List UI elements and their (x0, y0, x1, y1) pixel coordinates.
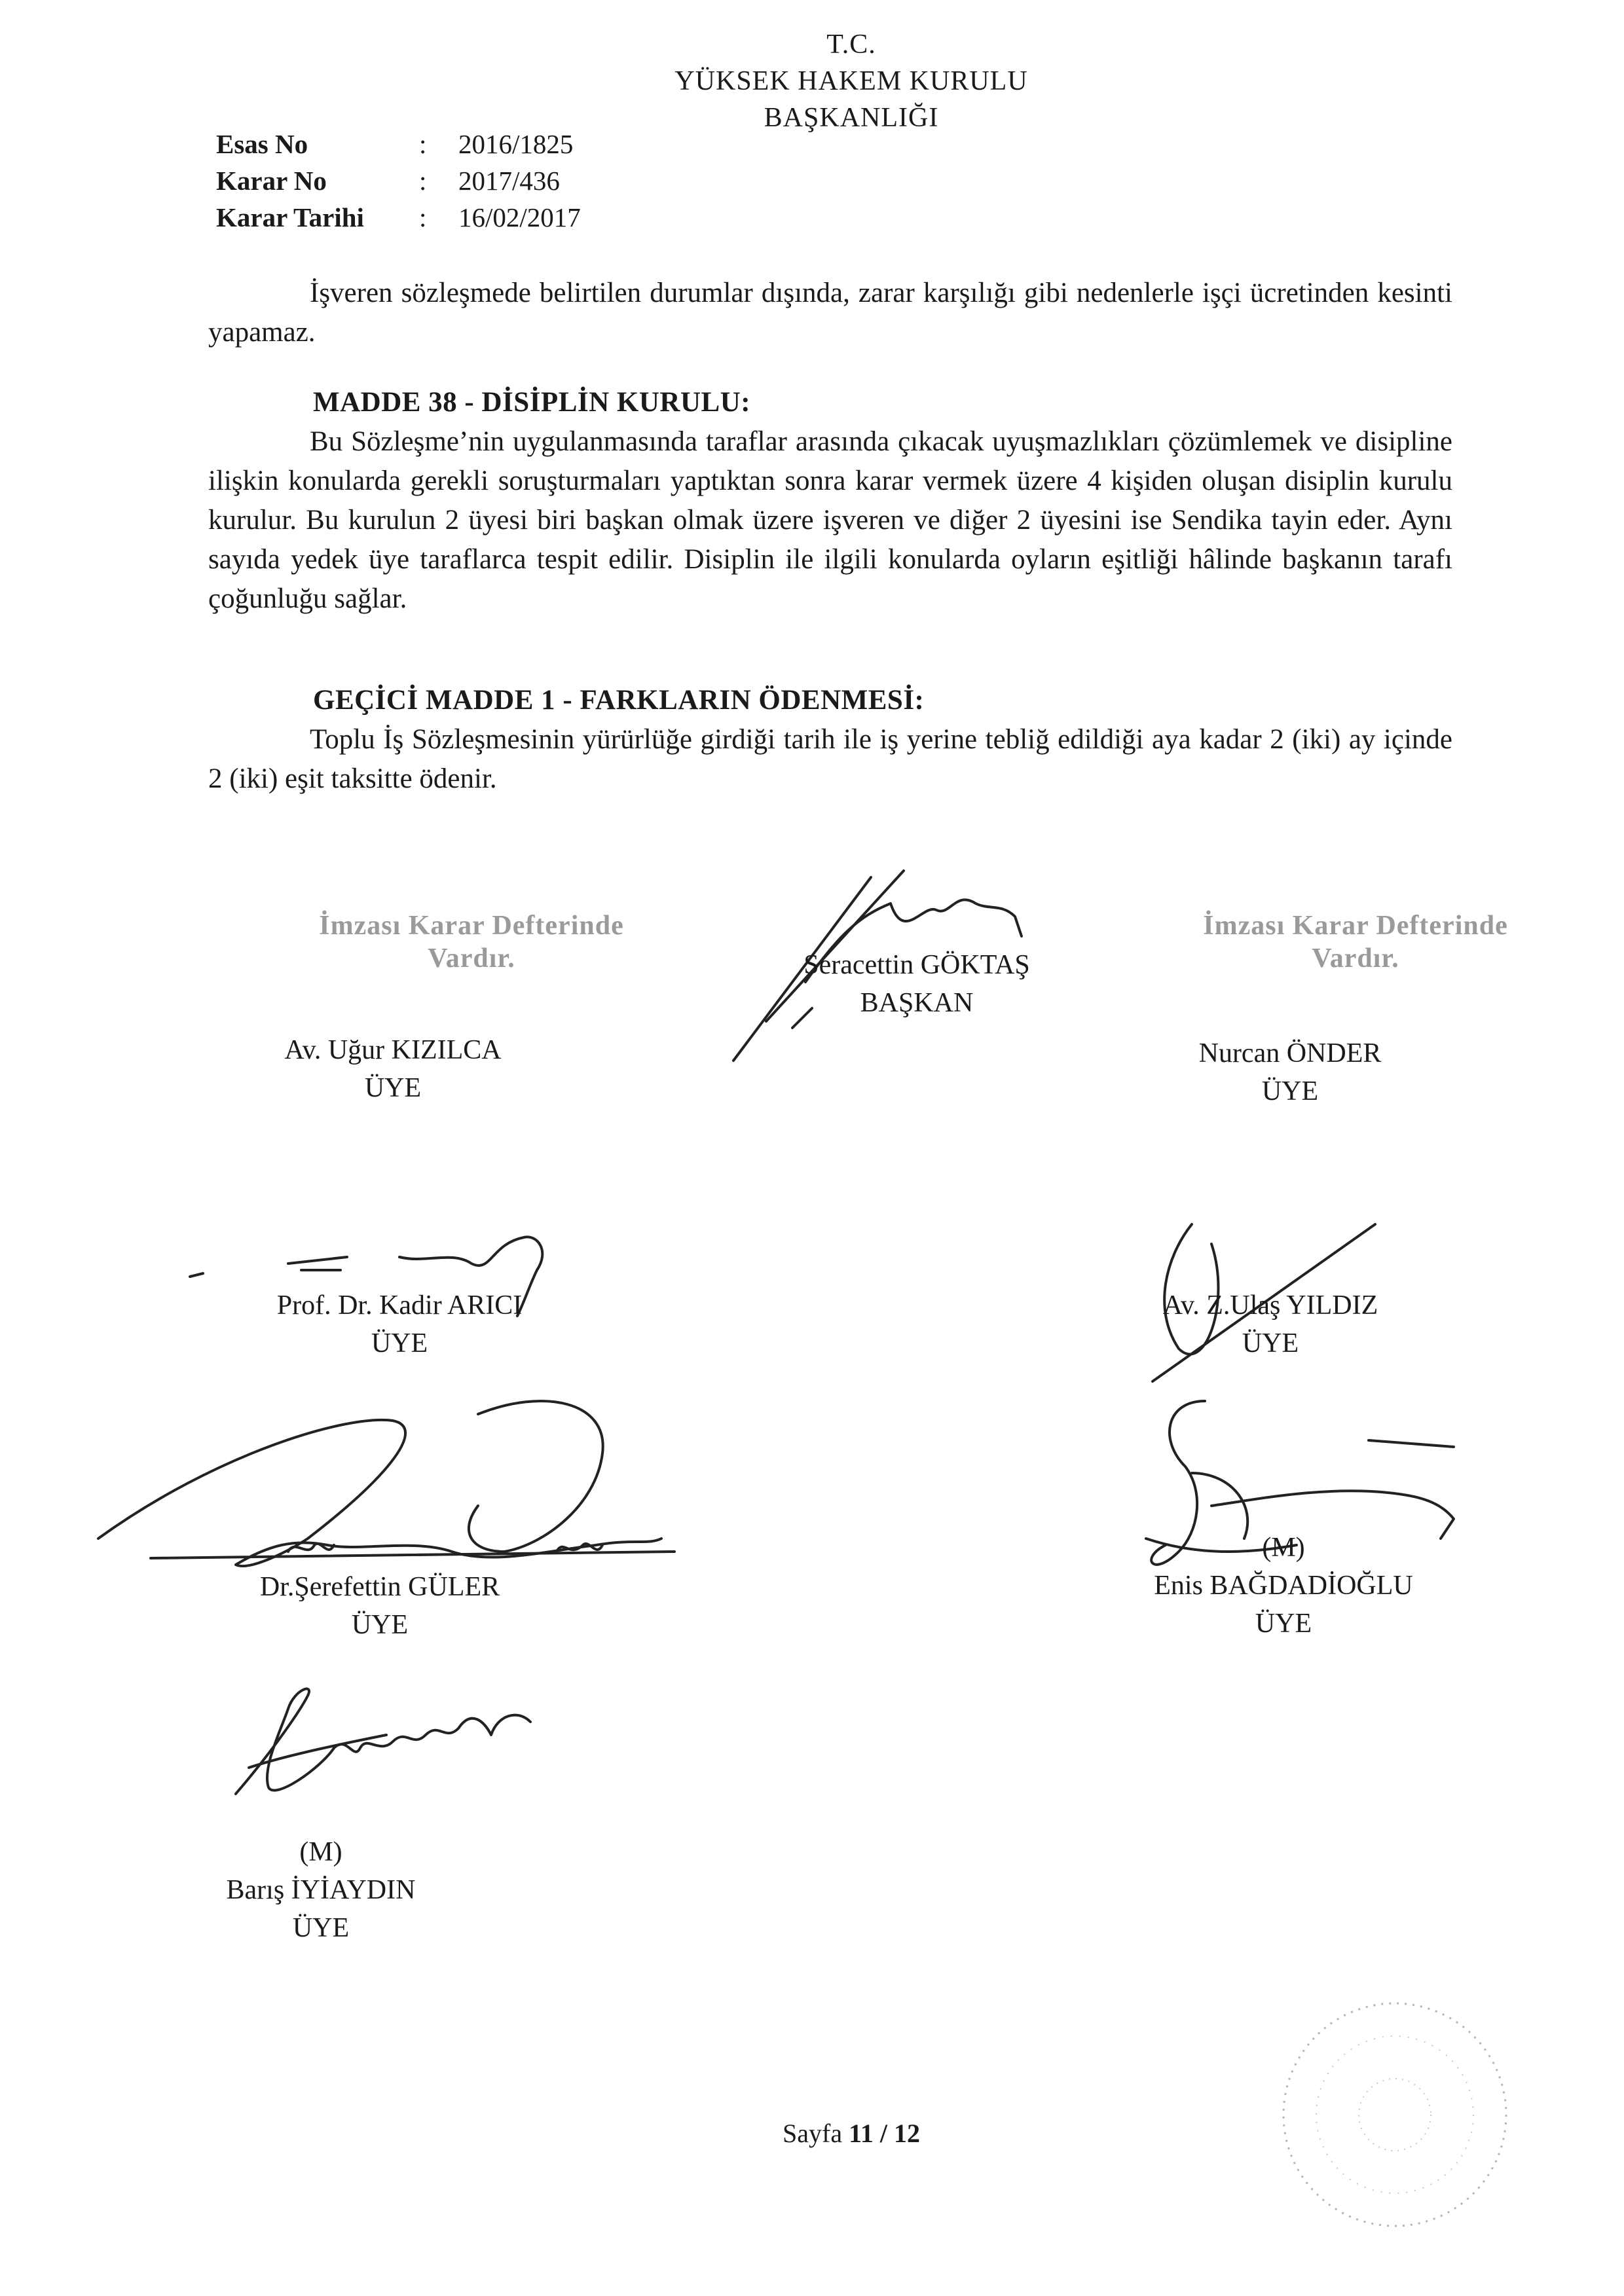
signature-serefettin (85, 1388, 727, 1597)
stamp-left-line2: Vardır. (428, 943, 515, 974)
signatory-baris-name: Barış İYİAYDIN (226, 1875, 416, 1905)
signatory-baris-mark: (M) (299, 1837, 342, 1867)
case-number-label: Esas No (216, 129, 308, 159)
signatory-kadir-role: ÜYE (371, 1328, 428, 1358)
stamp-left-line1: İmzası Karar Defterinde (319, 911, 624, 941)
case-info (216, 126, 674, 237)
signatory-kadir-name: Prof. Dr. Kadir ARICI (276, 1290, 523, 1321)
signatory-baris (157, 1833, 485, 1947)
signatory-ugur-role: ÜYE (364, 1073, 422, 1103)
temporary-article-1-title: GEÇİCİ MADDE 1 - FARKLARIN ÖDENMESİ: (313, 685, 925, 716)
signatory-ugur (223, 1031, 563, 1107)
header-tc: T.C. (826, 29, 876, 60)
signatory-kadir (229, 1286, 570, 1362)
signatory-enis-role: ÜYE (1255, 1609, 1312, 1639)
signatory-seracettin-role: BAŞKAN (860, 988, 974, 1018)
signatory-baris-role: ÜYE (292, 1913, 350, 1943)
signatory-ulas (1107, 1286, 1434, 1362)
signatory-nurcan-name: Nurcan ÖNDER (1198, 1038, 1382, 1068)
stamp-right-line1: İmzası Karar Defterinde (1203, 911, 1508, 941)
header-institution: YÜKSEK HAKEM KURULU (674, 66, 1028, 96)
signatory-nurcan-role: ÜYE (1261, 1076, 1319, 1106)
signatory-ulas-role: ÜYE (1242, 1328, 1299, 1358)
seal-stamp (1270, 1990, 1519, 2239)
signatory-enis-mark: (M) (1262, 1533, 1305, 1563)
signatory-nurcan (1126, 1034, 1454, 1110)
decision-number-value: 2017/436 (458, 166, 560, 196)
decision-number-separator: : (419, 166, 427, 196)
stamp-left (288, 910, 655, 974)
signatory-ulas-name: Av. Z.Ulaş YILDIZ (1162, 1290, 1378, 1321)
article-38-body: Bu Sözleşme’nin uygulanmasında taraflar arasında çıkacak uyuşmazlıkları çözümlemek ve disipline ilişkin konularda gerekli soruşturmaları yaptıktan sonra karar vermek üzere 4 kişiden oluşan disiplin kurulu kurulur. Bu kurulun 2 üyesi biri başkan olmak üzere işveren ve diğer 2 üyesini ise Sendika tayin eder. Aynı sayıda yedek üye taraflarca tespit edilir. Disiplin ile ilgili konularda oyların eşitliği hâlinde başkanın tarafı çoğunluğu sağlar. (208, 426, 1452, 614)
decision-date-row (216, 199, 674, 236)
decision-date-separator: : (419, 202, 427, 232)
page-footer (681, 2118, 1022, 2149)
header-presidency: BAŞKANLIĞI (764, 103, 939, 133)
article-38-title: MADDE 38 - DİSİPLİN KURULU: (313, 387, 751, 418)
page-footer-prefix: Sayfa (783, 2119, 843, 2148)
stamp-right-line2: Vardır. (1312, 943, 1399, 974)
decision-number-row (216, 162, 674, 199)
decision-number-label: Karar No (216, 166, 327, 196)
decision-date-label: Karar Tarihi (216, 202, 364, 232)
signatory-seracettin (740, 946, 1094, 1022)
signatory-enis (1113, 1529, 1454, 1643)
signatory-seracettin-name: Seracettin GÖKTAŞ (803, 950, 1030, 980)
signature-baris (223, 1669, 563, 1813)
document-header (589, 26, 1113, 136)
signatory-serefettin (196, 1568, 563, 1644)
case-number-separator: : (419, 129, 427, 159)
case-number-value: 2016/1825 (458, 129, 574, 159)
temporary-article-1-body: Toplu İş Sözleşmesinin yürürlüğe girdiği tarih ile iş yerine tebliğ edildiği aya kadar 2 (iki) ay içinde 2 (iki) eşit taksitte ödenir. (208, 724, 1452, 794)
case-number-row (216, 126, 674, 162)
signatory-serefettin-role: ÜYE (351, 1610, 409, 1640)
decision-date-value: 16/02/2017 (458, 202, 581, 232)
signatory-enis-name: Enis BAĞDADİOĞLU (1154, 1571, 1413, 1601)
intro-paragraph: İşveren sözleşmede belirtilen durumlar dışında, zarar karşılığı gibi nedenlerle işçi ücretinden kesinti yapamaz. (208, 278, 1452, 348)
stamp-right (1172, 910, 1539, 974)
signatory-serefettin-name: Dr.Şerefettin GÜLER (259, 1572, 500, 1602)
signatory-ugur-name: Av. Uğur KIZILCA (284, 1035, 502, 1065)
page-number: 11 / 12 (849, 2119, 920, 2148)
